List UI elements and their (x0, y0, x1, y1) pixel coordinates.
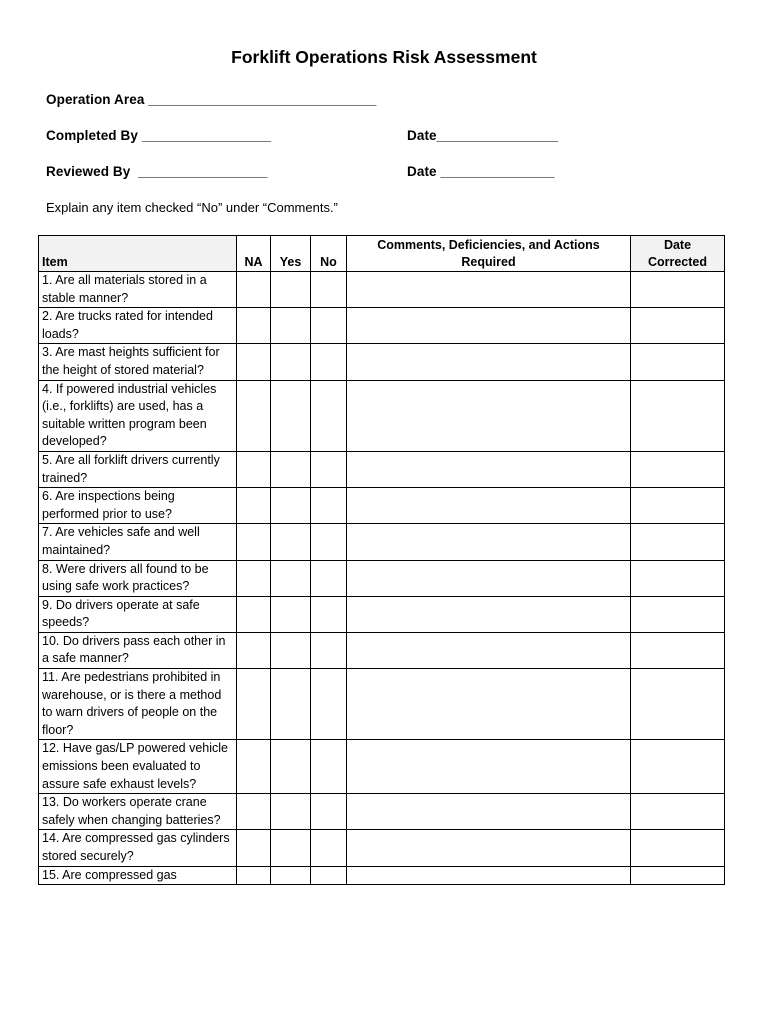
comments-cell[interactable] (347, 451, 631, 487)
table-row (39, 830, 725, 866)
date-corrected-cell[interactable] (631, 272, 725, 308)
table-row (39, 866, 725, 885)
risk-assessment-table (38, 235, 725, 885)
no-checkbox-cell[interactable] (311, 632, 347, 668)
item-question: 11. Are pedestrians prohibited in warehouse, or is there a method to warn drivers of people on the floor? (39, 669, 237, 740)
item-question: 7. Are vehicles safe and well maintained? (39, 524, 237, 560)
completed-by-field[interactable]: Completed By _________________ (46, 128, 272, 143)
date-corrected-cell[interactable] (631, 308, 725, 344)
na-checkbox-cell[interactable] (237, 344, 271, 380)
comments-cell[interactable] (347, 866, 631, 885)
no-checkbox-cell[interactable] (311, 308, 347, 344)
na-checkbox-cell[interactable] (237, 524, 271, 560)
date-corrected-cell[interactable] (631, 380, 725, 451)
yes-checkbox-cell[interactable] (271, 524, 311, 560)
item-question: 1. Are all materials stored in a stable manner? (39, 272, 237, 308)
completed-date-field[interactable]: Date________________ (407, 128, 559, 143)
item-question: 9. Do drivers operate at safe speeds? (39, 596, 237, 632)
comments-cell[interactable] (347, 560, 631, 596)
date-corrected-cell[interactable] (631, 669, 725, 740)
header-yes: Yes (271, 236, 311, 272)
comments-cell[interactable] (347, 740, 631, 794)
table-row (39, 380, 725, 451)
na-checkbox-cell[interactable] (237, 830, 271, 866)
na-checkbox-cell[interactable] (237, 632, 271, 668)
header-date-corrected: Date Corrected (631, 236, 725, 272)
comments-cell[interactable] (347, 272, 631, 308)
comments-cell[interactable] (347, 794, 631, 830)
comments-cell[interactable] (347, 596, 631, 632)
no-checkbox-cell[interactable] (311, 488, 347, 524)
header-comments: Comments, Deficiencies, and Actions Required (347, 236, 631, 272)
no-checkbox-cell[interactable] (311, 344, 347, 380)
na-checkbox-cell[interactable] (237, 669, 271, 740)
table-row (39, 560, 725, 596)
item-question: 10. Do drivers pass each other in a safe manner? (39, 632, 237, 668)
item-question: 12. Have gas/LP powered vehicle emissions been evaluated to assure safe exhaust levels? (39, 740, 237, 794)
yes-checkbox-cell[interactable] (271, 560, 311, 596)
yes-checkbox-cell[interactable] (271, 632, 311, 668)
no-checkbox-cell[interactable] (311, 524, 347, 560)
na-checkbox-cell[interactable] (237, 308, 271, 344)
na-checkbox-cell[interactable] (237, 451, 271, 487)
yes-checkbox-cell[interactable] (271, 794, 311, 830)
header-na: NA (237, 236, 271, 272)
date-corrected-cell[interactable] (631, 794, 725, 830)
na-checkbox-cell[interactable] (237, 488, 271, 524)
item-question: 13. Do workers operate crane safely when changing batteries? (39, 794, 237, 830)
table-header-row (39, 236, 725, 272)
item-question: 5. Are all forklift drivers currently trained? (39, 451, 237, 487)
table-row (39, 451, 725, 487)
operation-area-field[interactable]: Operation Area ______________________________ (46, 92, 377, 107)
yes-checkbox-cell[interactable] (271, 272, 311, 308)
comments-cell[interactable] (347, 830, 631, 866)
item-question: 8. Were drivers all found to be using safe work practices? (39, 560, 237, 596)
na-checkbox-cell[interactable] (237, 866, 271, 885)
yes-checkbox-cell[interactable] (271, 596, 311, 632)
table-row (39, 308, 725, 344)
item-question: 14. Are compressed gas cylinders stored securely? (39, 830, 237, 866)
na-checkbox-cell[interactable] (237, 596, 271, 632)
yes-checkbox-cell[interactable] (271, 740, 311, 794)
comments-cell[interactable] (347, 308, 631, 344)
comments-cell[interactable] (347, 669, 631, 740)
na-checkbox-cell[interactable] (237, 794, 271, 830)
header-item: Item (39, 236, 237, 272)
yes-checkbox-cell[interactable] (271, 344, 311, 380)
date-corrected-cell[interactable] (631, 451, 725, 487)
no-checkbox-cell[interactable] (311, 830, 347, 866)
table-body (39, 272, 725, 885)
comments-cell[interactable] (347, 488, 631, 524)
yes-checkbox-cell[interactable] (271, 866, 311, 885)
no-checkbox-cell[interactable] (311, 669, 347, 740)
na-checkbox-cell[interactable] (237, 740, 271, 794)
item-question: 4. If powered industrial vehicles (i.e., forklifts) are used, has a suitable written program been developed? (39, 380, 237, 451)
date-corrected-cell[interactable] (631, 596, 725, 632)
item-question: 2. Are trucks rated for intended loads? (39, 308, 237, 344)
table-row (39, 488, 725, 524)
item-question: 15. Are compressed gas (39, 866, 237, 885)
table-row (39, 596, 725, 632)
yes-checkbox-cell[interactable] (271, 830, 311, 866)
page-title: Forklift Operations Risk Assessment (231, 47, 537, 67)
date-corrected-cell[interactable] (631, 830, 725, 866)
no-checkbox-cell[interactable] (311, 380, 347, 451)
no-checkbox-cell[interactable] (311, 560, 347, 596)
item-question: 3. Are mast heights sufficient for the height of stored material? (39, 344, 237, 380)
no-checkbox-cell[interactable] (311, 451, 347, 487)
yes-checkbox-cell[interactable] (271, 488, 311, 524)
no-checkbox-cell[interactable] (311, 740, 347, 794)
yes-checkbox-cell[interactable] (271, 669, 311, 740)
date-corrected-cell[interactable] (631, 344, 725, 380)
table-row (39, 740, 725, 794)
table-row (39, 632, 725, 668)
date-corrected-cell[interactable] (631, 866, 725, 885)
header-no: No (311, 236, 347, 272)
reviewed-by-field[interactable]: Reviewed By _________________ (46, 164, 268, 179)
comments-cell[interactable] (347, 380, 631, 451)
table-row (39, 344, 725, 380)
no-checkbox-cell[interactable] (311, 866, 347, 885)
no-checkbox-cell[interactable] (311, 272, 347, 308)
na-checkbox-cell[interactable] (237, 560, 271, 596)
yes-checkbox-cell[interactable] (271, 451, 311, 487)
instructions-text: Explain any item checked “No” under “Comments.” (46, 200, 338, 215)
na-checkbox-cell[interactable] (237, 272, 271, 308)
comments-cell[interactable] (347, 524, 631, 560)
comments-cell[interactable] (347, 344, 631, 380)
table-row (39, 669, 725, 740)
date-corrected-cell[interactable] (631, 488, 725, 524)
na-checkbox-cell[interactable] (237, 380, 271, 451)
no-checkbox-cell[interactable] (311, 794, 347, 830)
reviewed-date-field[interactable]: Date _______________ (407, 164, 555, 179)
table-row (39, 794, 725, 830)
table-row (39, 524, 725, 560)
date-corrected-cell[interactable] (631, 560, 725, 596)
date-corrected-cell[interactable] (631, 632, 725, 668)
date-corrected-cell[interactable] (631, 740, 725, 794)
yes-checkbox-cell[interactable] (271, 380, 311, 451)
yes-checkbox-cell[interactable] (271, 308, 311, 344)
item-question: 6. Are inspections being performed prior to use? (39, 488, 237, 524)
date-corrected-cell[interactable] (631, 524, 725, 560)
comments-cell[interactable] (347, 632, 631, 668)
no-checkbox-cell[interactable] (311, 596, 347, 632)
table-row (39, 272, 725, 308)
